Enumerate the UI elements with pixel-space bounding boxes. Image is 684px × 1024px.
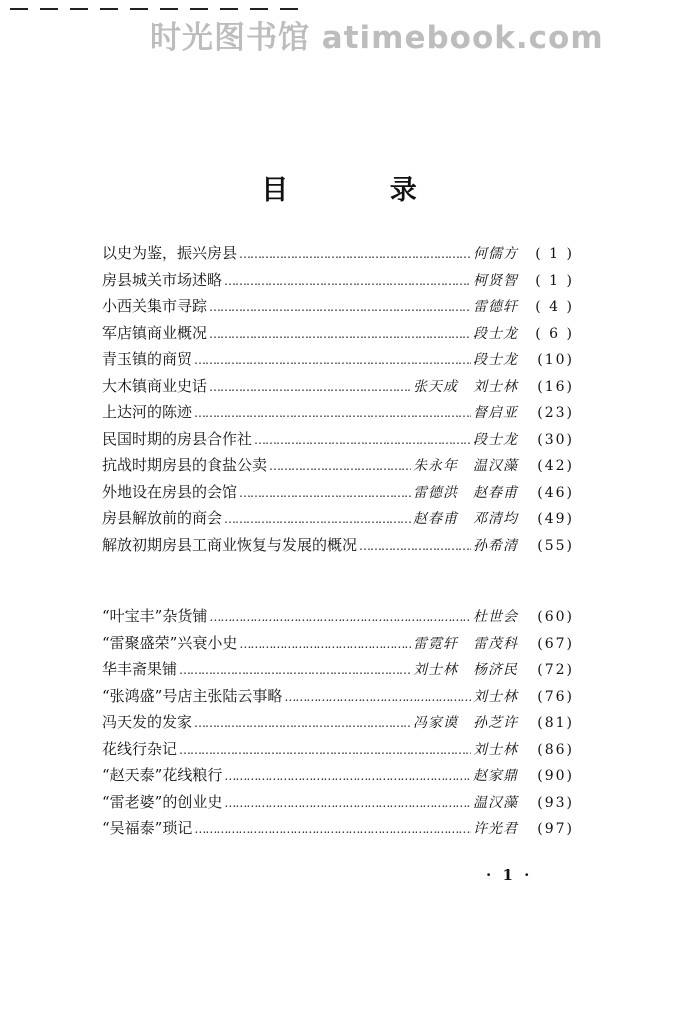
toc-entry-page: (46) (537, 484, 574, 501)
toc-entry-page: ( 6 ) (535, 325, 574, 342)
toc-entry-title: 房县解放前的商会 (102, 509, 223, 527)
toc-entry-page: (90) (537, 768, 574, 784)
toc-entry-page: (97) (537, 821, 574, 837)
toc-entry-title: 大木镇商业史话 (102, 376, 208, 395)
toc-leader-dots (224, 763, 471, 790)
toc-entry-title: “雷聚盛荣”兴衰小史 (102, 633, 238, 652)
dash (10, 8, 28, 10)
toc-entry-author: 张天成 刘士林 (413, 378, 518, 395)
toc-entry[interactable] (102, 683, 574, 710)
toc-entry-author: 孙希清 (473, 537, 518, 554)
toc-leader-dots (194, 710, 411, 737)
dash (40, 8, 58, 10)
toc-entry-page: (60) (537, 609, 574, 625)
toc-entry-page: (81) (537, 715, 574, 731)
dash (100, 8, 118, 10)
toc-entry-title: “雷老婆”的创业史 (102, 792, 223, 811)
toc-leader-dots (209, 374, 411, 401)
toc-entry[interactable] (102, 479, 574, 506)
toc-entry-author: 刘士林 (473, 741, 518, 758)
toc-leader-dots (224, 506, 411, 533)
toc-entry-author: 冯家谟 孙芝许 (413, 715, 518, 731)
toc-entry-author: 赵春甫 邓清均 (413, 511, 518, 527)
toc-leader-dots (194, 400, 471, 427)
toc-entry-author: 段士龙 (473, 431, 518, 448)
dash (190, 8, 208, 10)
dash (220, 8, 238, 10)
dash (130, 8, 148, 10)
toc-entry[interactable] (102, 240, 574, 267)
toc-section-1 (102, 240, 574, 558)
toc-entry-author: 雷德洪 赵春甫 (413, 484, 518, 501)
toc-entry-title: “张鸿盛”号店主张陆云事略 (102, 686, 283, 705)
toc-entry[interactable] (102, 603, 574, 630)
toc-leader-dots (209, 604, 471, 631)
toc-entry-page: (23) (537, 405, 574, 421)
toc-leader-dots (224, 268, 471, 295)
toc-leader-dots (179, 737, 471, 764)
toc-entry[interactable] (102, 505, 574, 532)
toc-entry[interactable] (102, 709, 574, 736)
toc-entry-page: ( 1 ) (535, 272, 574, 289)
toc-leader-dots (194, 816, 471, 843)
toc-entry-page: (30) (537, 431, 574, 448)
toc-entry[interactable] (102, 656, 574, 683)
toc-entry[interactable] (102, 815, 574, 842)
toc-entry-author: 许光君 (473, 821, 518, 837)
toc-entry-author: 段士龙 (473, 325, 518, 342)
toc-entry-page: (55) (537, 537, 574, 554)
toc-entry-title: 华丰斋果铺 (102, 660, 178, 678)
toc-entry-title: 解放初期房县工商业恢复与发展的概况 (102, 535, 358, 554)
toc-entry-title: 上达河的陈迹 (102, 403, 193, 421)
dash (280, 8, 298, 10)
toc-entry-author: 赵家鼎 (473, 768, 518, 784)
toc-entry[interactable] (102, 630, 574, 657)
toc-entry-page: ( 1 ) (535, 246, 574, 262)
toc-entry[interactable] (102, 762, 574, 789)
toc-entry-title: 花线行杂记 (102, 739, 178, 758)
toc-entry-author: 杜世会 (473, 609, 518, 625)
toc-entry-author: 何儒方 (473, 246, 518, 262)
toc-entry-author: 刘士林 杨济民 (413, 662, 518, 678)
toc-entry-page: (93) (537, 794, 574, 811)
toc-entry-title: 青玉镇的商贸 (102, 350, 193, 368)
toc-section-2 (102, 603, 574, 842)
toc-entry[interactable] (102, 789, 574, 816)
toc-entry-author: 柯贤智 (473, 272, 518, 289)
toc-entry-title: 军店镇商业概况 (102, 323, 208, 342)
toc-leader-dots (284, 684, 471, 711)
toc-entry-title: 房县城关市场述略 (102, 270, 223, 289)
toc-entry-page: (67) (537, 635, 574, 652)
toc-leader-dots (224, 790, 471, 817)
toc-entry-author: 雷霓轩 雷茂科 (413, 635, 518, 652)
toc-entry-page: (10) (537, 352, 574, 368)
toc-entry-author: 刘士林 (473, 688, 518, 705)
top-edge-dashes (10, 8, 298, 10)
toc-entry[interactable] (102, 452, 574, 479)
toc-entry[interactable] (102, 320, 574, 347)
toc-entry-author: 温汉藻 (473, 794, 518, 811)
toc-leader-dots (239, 631, 411, 658)
toc-entry[interactable] (102, 736, 574, 763)
dash (160, 8, 178, 10)
toc-entry-title: 抗战时期房县的食盐公卖 (102, 456, 268, 474)
toc-leader-dots (194, 347, 471, 374)
toc-entry-title: “赵天泰”花线粮行 (102, 766, 223, 784)
page-title: 目 录 (261, 175, 463, 206)
toc-leader-dots (179, 657, 411, 684)
toc-entry[interactable] (102, 293, 574, 320)
toc-leader-dots (209, 321, 471, 348)
toc-entry-title: 以史为鉴，振兴房县 (102, 244, 238, 262)
toc-entry-title: “叶宝丰”杂货铺 (102, 607, 208, 625)
toc-entry-author: 朱永年 温汉藻 (413, 458, 518, 474)
toc-entry-author: 雷德轩 (473, 299, 518, 315)
toc-entry-author: 督启亚 (473, 405, 518, 421)
toc-entry[interactable] (102, 267, 574, 294)
toc-entry-title: 民国时期的房县合作社 (102, 429, 253, 448)
toc-entry[interactable] (102, 399, 574, 426)
toc-entry-page: (16) (537, 378, 574, 395)
toc-leader-dots (359, 533, 471, 560)
toc-entry-title: 冯天发的发家 (102, 713, 193, 731)
page-number: · 1 · (486, 866, 533, 884)
toc-leader-dots (239, 241, 471, 268)
watermark: 时光图书馆 atimebook.com (150, 20, 604, 56)
toc-entry-title: “吴福泰”琐记 (102, 819, 193, 837)
toc-entry[interactable] (102, 426, 574, 453)
toc-entry-page: (76) (537, 688, 574, 705)
toc-entry-page: ( 4 ) (535, 299, 574, 315)
toc-entry[interactable] (102, 532, 574, 559)
toc-entry-page: (72) (537, 662, 574, 678)
toc-leader-dots (254, 427, 471, 454)
toc-leader-dots (269, 453, 411, 480)
toc-entry-page: (42) (537, 458, 574, 474)
toc-entry[interactable] (102, 346, 574, 373)
toc-entry-title: 外地设在房县的会馆 (102, 482, 238, 501)
dash (70, 8, 88, 10)
toc-leader-dots (209, 294, 471, 321)
toc-entry-title: 小西关集市寻踪 (102, 297, 208, 315)
dash (250, 8, 268, 10)
toc-leader-dots (239, 480, 411, 507)
toc-entry-page: (86) (537, 741, 574, 758)
toc-entry[interactable] (102, 373, 574, 400)
toc-entry-page: (49) (537, 511, 574, 527)
toc-entry-author: 段士龙 (473, 352, 518, 368)
